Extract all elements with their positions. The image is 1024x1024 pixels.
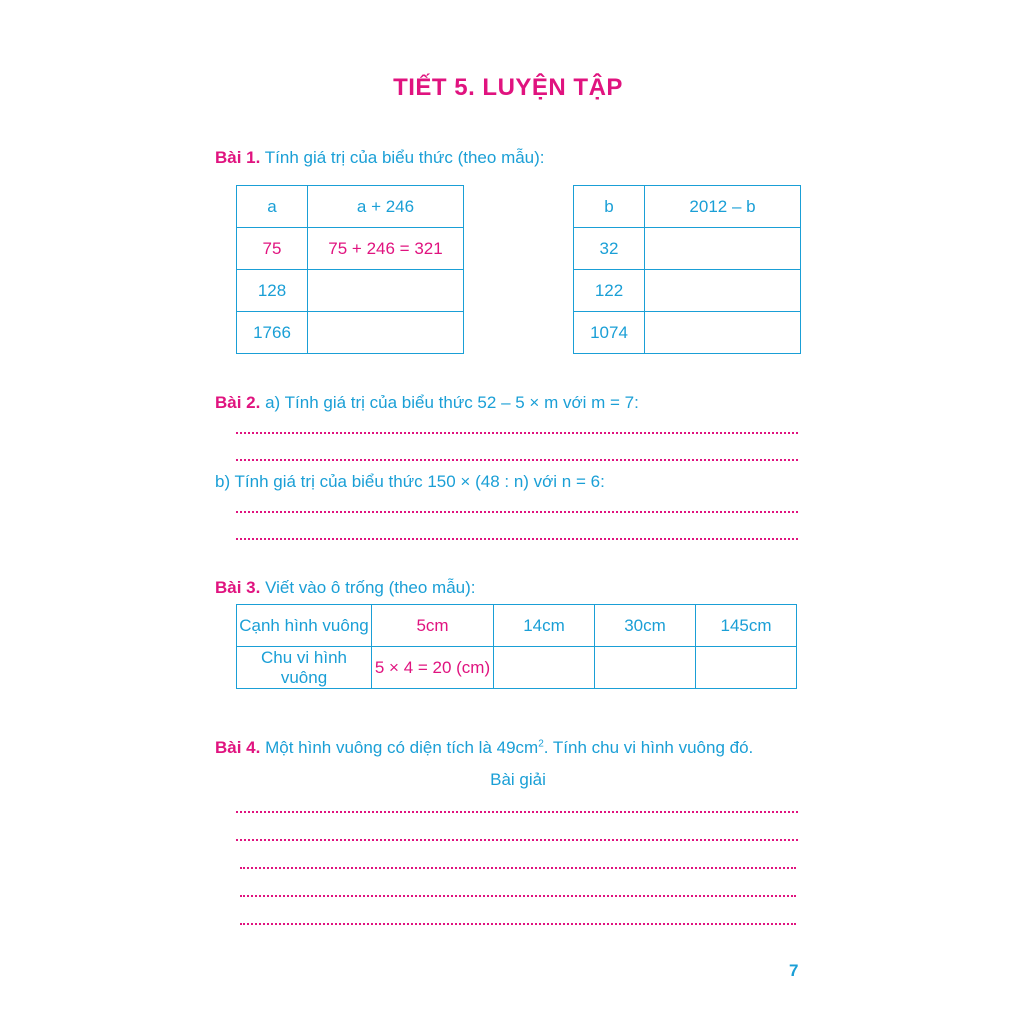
side-row-header: Cạnh hình vuông [237, 605, 372, 647]
side-value: 5cm [372, 605, 494, 647]
exercise-4-heading [215, 738, 753, 758]
exercise-4-text-after: . Tính chu vi hình vuông đó. [543, 738, 754, 757]
table-a-cell: 1766 [237, 312, 308, 354]
exercise-1-text: Tính giá trị của biểu thức (theo mẫu): [264, 148, 545, 167]
table-b-cell [645, 270, 801, 312]
answer-line[interactable] [236, 538, 798, 540]
answer-line[interactable] [236, 511, 798, 513]
side-value: 30cm [595, 605, 696, 647]
table-a [236, 185, 464, 354]
exercise-4-label: Bài 4. [215, 738, 261, 757]
table-a-cell [308, 270, 464, 312]
exercise-2-part-a: a) Tính giá trị của biểu thức 52 – 5 × m với m = 7: [265, 393, 639, 412]
table-b-cell: 32 [574, 228, 645, 270]
table-b-header-b: b [574, 186, 645, 228]
answer-line[interactable] [236, 811, 798, 813]
table-a-header-expr: a + 246 [308, 186, 464, 228]
side-value: 145cm [696, 605, 797, 647]
exercise-2-label: Bài 2. [215, 393, 261, 412]
table-b-header-expr: 2012 – b [645, 186, 801, 228]
answer-line[interactable] [240, 895, 796, 897]
answer-line[interactable] [236, 459, 798, 461]
perimeter-value [494, 647, 595, 689]
answer-line[interactable] [236, 839, 798, 841]
page-title: TIẾT 5. LUYỆN TẬP [393, 74, 623, 101]
table-b-cell: 122 [574, 270, 645, 312]
side-value: 14cm [494, 605, 595, 647]
square-table [236, 604, 797, 689]
table-b-cell [645, 312, 801, 354]
table-b-cell: 1074 [574, 312, 645, 354]
exercise-2-heading [215, 393, 639, 413]
answer-line[interactable] [240, 867, 796, 869]
table-a-cell [308, 312, 464, 354]
exercise-3-heading [215, 578, 476, 598]
exercise-1-label: Bài 1. [215, 148, 261, 167]
perimeter-value: 5 × 4 = 20 (cm) [372, 647, 494, 689]
exercise-3-text: Viết vào ô trống (theo mẫu): [265, 578, 476, 597]
exercise-4-text-before: Một hình vuông có diện tích là 49cm [265, 738, 539, 757]
exercise-2-part-b: b) Tính giá trị của biểu thức 150 × (48 : n) với n = 6: [215, 472, 605, 491]
table-b-cell [645, 228, 801, 270]
exercise-4-superscript: 2 [538, 738, 544, 750]
table-b [573, 185, 801, 354]
answer-line[interactable] [240, 923, 796, 925]
exercise-3-label: Bài 3. [215, 578, 261, 597]
perimeter-row-header: Chu vi hình vuông [237, 647, 372, 689]
table-a-cell: 128 [237, 270, 308, 312]
table-a-cell: 75 + 246 = 321 [308, 228, 464, 270]
solution-label: Bài giải [490, 770, 546, 789]
perimeter-value [696, 647, 797, 689]
answer-line[interactable] [236, 432, 798, 434]
table-a-cell: 75 [237, 228, 308, 270]
perimeter-value [595, 647, 696, 689]
table-a-header-a: a [237, 186, 308, 228]
page-number: 7 [789, 961, 799, 980]
exercise-1-heading [215, 148, 545, 168]
